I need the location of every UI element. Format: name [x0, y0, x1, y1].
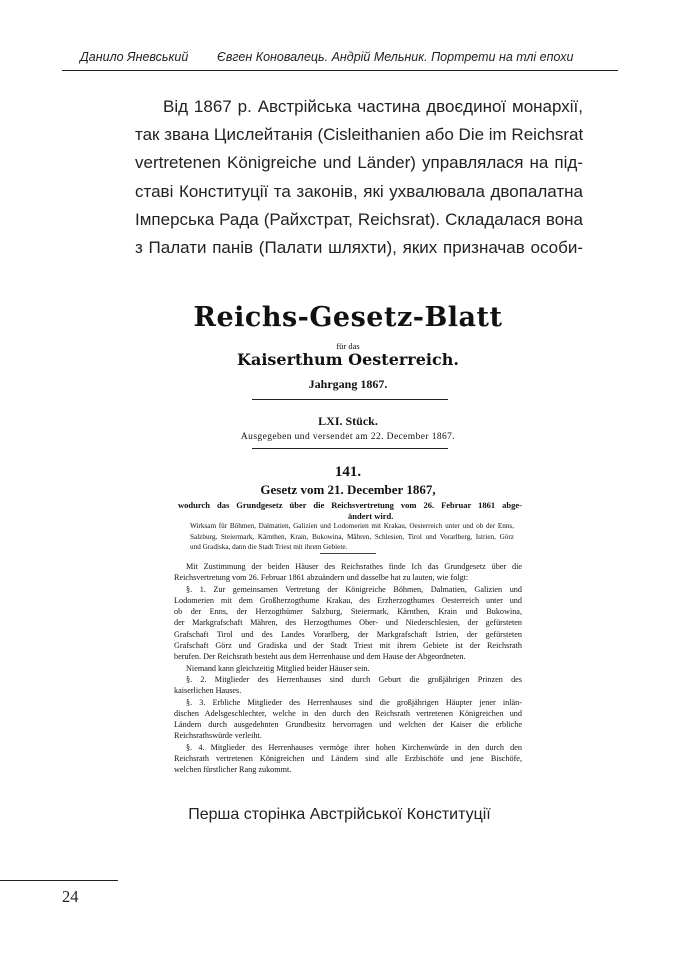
body-line: так звана Цислейтанія (Cisleithanien або Die im Reichsrat: [135, 125, 584, 145]
figure-line: Grafschaft Tirol und des Landes Vorarlberg, der Markgrafschaft Istrien, der gefürsteten: [174, 629, 522, 639]
figure-issued: Ausgegeben und versendet am 22. December 1867.: [240, 432, 456, 442]
figure-line: Grafschaft Görz und Gradiska und der Stadt Triest mit ihrem Gebiete ist der Reichsrath: [174, 641, 522, 651]
figure-rule: [252, 448, 448, 449]
figure-line: Reichsvertretung vom 26. Februar 1861 abzuändern und dasselbe hat zu lauten, wie folgt:: [174, 573, 469, 583]
body-line: Імперська Рада (Райхстрат, Reichsrat). Складалася вона: [135, 209, 583, 229]
figure-line: §. 2. Mitglieder des Herrenhauses sind durch Geburt die großjährigen Prinzen des: [186, 674, 522, 684]
figure-line: wodurch das Grundgesetz über die Reichsvertretung vom 26. Februar 1861 abge-: [178, 500, 522, 510]
footer-rule: [0, 880, 118, 881]
figure-year: Jahrgang 1867.: [308, 377, 388, 391]
figure-line: ändert wird.: [348, 511, 394, 522]
body-line: Від 1867 р. Австрійська частина двоєдиної монархії,: [163, 97, 583, 116]
figure-line: Reichsrath vertretenen Königreichen und Ländern sind alle Erzbischöfe und jene Bischöfe,: [174, 754, 522, 764]
figure-line: Reichsrathswürde verleiht.: [174, 731, 262, 741]
figure-masthead: Reichs-Gesetz-Blatt: [193, 302, 503, 333]
figure-law-number: 141.: [334, 464, 362, 480]
figure-line: welchen fürstlicher Rang zukommt.: [174, 765, 292, 775]
figure-line: Salzburg, Steiermark, Kärnthen, Krain, Bukowina, Mähren, Schlesien, Tirol und Vorarlberg, Istrien, Görz: [190, 532, 514, 541]
figure-caption: Перша сторінка Австрійської Конституції: [188, 806, 491, 823]
figure-law-body: [174, 561, 522, 776]
figure-whereby: [178, 500, 522, 523]
body-paragraph: [135, 93, 583, 262]
body-line: з Палати панів (Палати шляхти), яких призначав особи-: [135, 238, 583, 258]
header-rule: [62, 70, 618, 71]
document-figure: [170, 300, 526, 795]
figure-validity: [190, 521, 514, 553]
page-number: 24: [62, 887, 79, 906]
figure-issue: LXI. Stück.: [318, 414, 378, 428]
figure-line: der Markgrafschaft Mähren, des Herzogthumes Ober- und Niederschlesien, der gefürsteten: [174, 618, 522, 628]
figure-line: dischen Adelsgeschlechter, welche in den durch den Reichsrath vertretenen Königreichen und: [174, 708, 522, 718]
body-line: ставі Конституції та законів, які ухвалювала двопалатна: [135, 181, 583, 201]
figure-line: kaiserlichen Hauses.: [174, 686, 242, 696]
running-head-title: Євген Коновалець. Андрій Мельник. Портрети на тлі епохи: [217, 50, 574, 64]
figure-line: Niemand kann gleichzeitig Mitglied beider Häuser sein.: [186, 663, 370, 673]
figure-law-title: Gesetz vom 21. December 1867,: [260, 482, 436, 497]
figure-line: §. 1. Zur gemeinsamen Vertretung der Königreiche Böhmen, Dalmatien, Galizien und: [186, 584, 522, 594]
figure-line: §. 3. Erbliche Mitglieder des Herrenhauses sind die großjährigen Häupter jener inlän-: [186, 697, 522, 707]
figure-rule: [252, 399, 448, 400]
figure-line: Mit Zustimmung der beiden Häuser des Reichsrathes finde Ich das Grundgesetz über die: [186, 562, 522, 571]
figure-rule: [320, 553, 376, 554]
figure-empire: Kaiserthum Oesterreich.: [237, 350, 459, 369]
body-line: vertretenen Königreiche und Länder) управлялася на під-: [135, 153, 583, 173]
figure-line: ob der Enns, der Herzogthümer Salzburg, Steiermark, Kärnthen, Krain und Bukowina,: [174, 607, 522, 617]
running-head-author: Данило Яневський: [80, 50, 189, 64]
figure-line: und Gradiska, dann die Stadt Triest mit ihrem Gebiete.: [190, 543, 348, 551]
figure-line: Lodomerien mit dem Großherzogthume Krakau, des Erzherzogthumes Oesterreich unter und: [174, 595, 522, 605]
figure-line: §. 4. Mitglieder des Herrenhauses vermöge ihrer hohen Kirchenwürde in den durch den: [186, 742, 522, 752]
figure-line: Wirksam für Böhmen, Dalmatien, Galizien und Lodomerien mit Krakau, Oesterreich unter und ob der Enns,: [190, 522, 514, 530]
figure-fuer-das: für das: [336, 341, 360, 351]
figure-line: berufen. Der Reichsrath besteht aus dem Herrenhause und dem Hause der Abgeordneten.: [174, 652, 466, 662]
figure-line: Ländern durch ausgedehnten Grundbesitz hervorragen und welchen der Kaiser die erbliche: [174, 720, 522, 730]
